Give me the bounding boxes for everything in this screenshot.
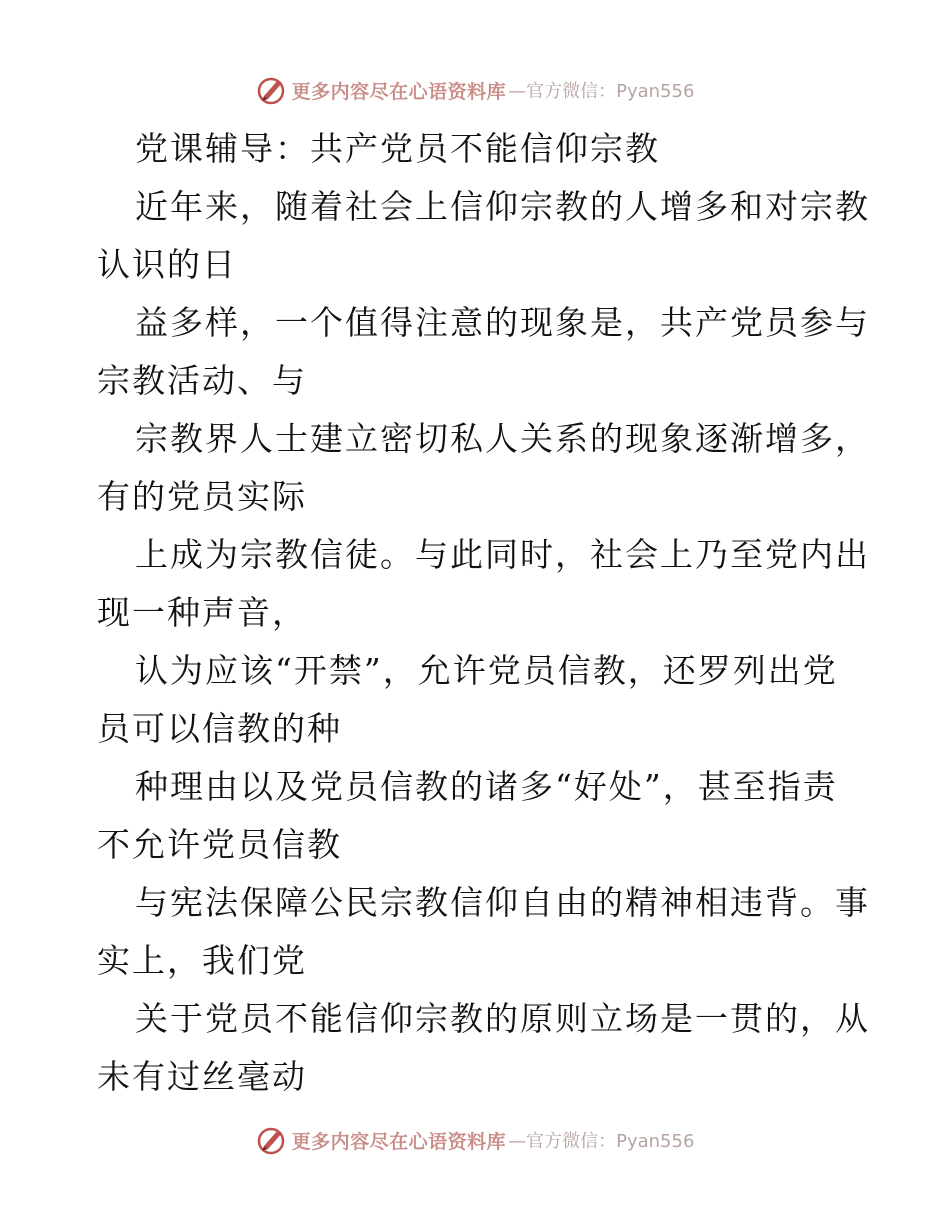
watermark-main-text: 更多内容尽在心语资料库 (291, 1130, 507, 1153)
text-line: 益多样，一个值得注意的现象是，共产党员参与 (135, 303, 870, 342)
watermark-sub-text: —官方微信：Pyan556 (508, 1131, 695, 1152)
footer-watermark (0, 1120, 950, 1160)
document-body (97, 120, 870, 1106)
text-line: 有的党员实际 (97, 477, 307, 516)
text-line: 与宪法保障公民宗教信仰自由的精神相违背。事 (135, 883, 870, 922)
watermark-sub-text: —官方微信：Pyan556 (508, 81, 695, 102)
text-line: 员可以信教的种 (97, 709, 342, 748)
text-line: 宗教界人士建立密切私人关系的现象逐渐增多， (135, 419, 870, 458)
text-line: 上成为宗教信徒。与此同时，社会上乃至党内出 (135, 535, 870, 574)
pen-logo-icon (256, 74, 288, 106)
text-line: 未有过丝毫动 (97, 1057, 307, 1096)
document-title: 党课辅导：共产党员不能信仰宗教 (135, 129, 660, 168)
pen-logo-icon (256, 1124, 288, 1156)
text-line: 关于党员不能信仰宗教的原则立场是一贯的，从 (135, 999, 870, 1038)
text-line: 实上，我们党 (97, 941, 307, 980)
text-line: 现一种声音， (97, 593, 307, 632)
header-watermark (0, 70, 950, 110)
text-line: 宗教活动、与 (97, 361, 307, 400)
text-line: 种理由以及党员信教的诸多“好处”，甚至指责 (135, 767, 838, 806)
text-line: 近年来，随着社会上信仰宗教的人增多和对宗教 (135, 187, 870, 226)
text-line: 不允许党员信教 (97, 825, 342, 864)
text-line: 认为应该“开禁”，允许党员信教，还罗列出党 (135, 651, 838, 690)
text-line: 认识的日 (97, 245, 237, 284)
watermark-main-text: 更多内容尽在心语资料库 (291, 80, 507, 103)
